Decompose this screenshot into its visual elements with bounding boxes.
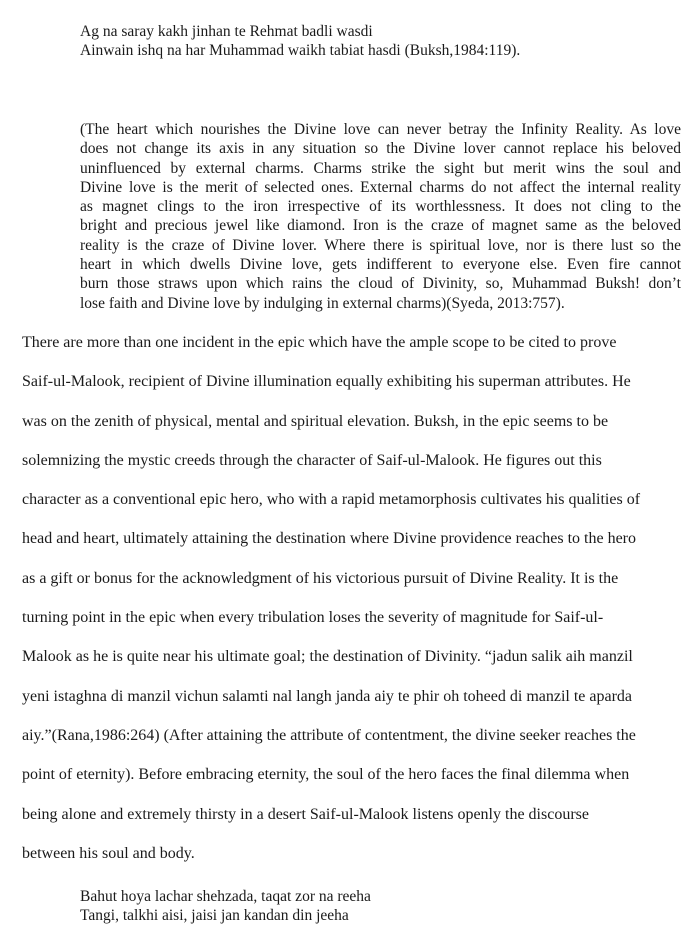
verse-line: Ainwain ishq na har Muhammad waikh tabiat hasdi (Buksh,1984:119).: [80, 42, 521, 59]
quote-line: lose faith and Divine love by indulging in external charms)(Syeda, 2013:757).: [80, 294, 565, 312]
body-line: being alone and extremely thirsty in a desert Saif-ul-Malook listens openly the discourse: [22, 805, 589, 823]
body-line: aiy.”(Rana,1986:264) (After attaining the attribute of contentment, the divine seeker reaches the: [22, 726, 636, 744]
body-line: point of eternity). Before embracing eternity, the soul of the hero faces the final dilemma when: [22, 766, 630, 784]
quote-line: burn those straws upon which rains the cloud of Divinity, so, Muhammad Buksh! don’t: [80, 275, 681, 293]
quote-line: bright and precious jewel like diamond. Iron is the craze of magnet same as the beloved: [80, 217, 681, 235]
verse-quote-top: [80, 22, 680, 60]
body-line: was on the zenith of physical, mental and spiritual elevation. Buksh, in the epic seems to be: [22, 412, 609, 430]
body-line: as a gift or bonus for the acknowledgment of his victorious pursuit of Divine Reality. It is the: [22, 569, 619, 587]
body-line: character as a conventional epic hero, who with a rapid metamorphosis cultivates his qualities of: [22, 491, 641, 509]
verse-quote-bottom: [80, 887, 680, 925]
body-line: Saif-ul-Malook, recipient of Divine illumination equally exhibiting his superman attributes. He: [22, 373, 631, 391]
verse-line: Bahut hoya lachar shehzada, taqat zor na reeha: [80, 888, 371, 906]
translation-block-quote: [80, 120, 681, 313]
quote-line: as magnet clings to the iron irrespective of its worthlessness. It does not cling to the: [80, 198, 681, 216]
quote-line: uninfluenced by external charms. Charms strike the sight but merit wins the soul and: [80, 159, 681, 177]
body-line: There are more than one incident in the epic which have the ample scope to be cited to prove: [22, 333, 617, 351]
body-line: Malook as he is quite near his ultimate goal; the destination of Divinity. “jadun salik aih manzil: [22, 648, 633, 666]
quote-line: heart in which dwells Divine love, gets indifferent to everyone else. Even fire cannot: [80, 256, 681, 274]
body-line: between his soul and body.: [22, 844, 195, 862]
quote-line: does not change its axis in any situation so the Divine lover cannot replace his beloved: [80, 140, 681, 158]
body-line: solemnizing the mystic creeds through the character of Saif-ul-Malook. He figures out this: [22, 451, 602, 469]
quote-line: Divine love is the merit of selected ones. External charms do not affect the internal reality: [80, 178, 681, 196]
body-line: head and heart, ultimately attaining the destination where Divine providence reaches to the hero: [22, 530, 636, 548]
verse-line: Ag na saray kakh jinhan te Rehmat badli wasdi: [80, 23, 373, 40]
body-line: turning point in the epic when every tribulation loses the severity of magnitude for Saif-ul-: [22, 609, 604, 627]
document-page: [0, 22, 700, 950]
quote-line: (The heart which nourishes the Divine love can never betray the Infinity Reality. As love: [80, 121, 681, 138]
verse-line: Tangi, talkhi aisi, jaisi jan kandan din jeeha: [80, 907, 349, 925]
body-paragraph: [22, 323, 692, 873]
body-line: yeni istaghna di manzil vichun salamti nal langh janda aiy te phir oh toheed di manzil te aparda: [22, 687, 633, 705]
quote-line: reality is the craze of Divine lover. Where there is spiritual love, nor is there lust so the: [80, 236, 681, 254]
